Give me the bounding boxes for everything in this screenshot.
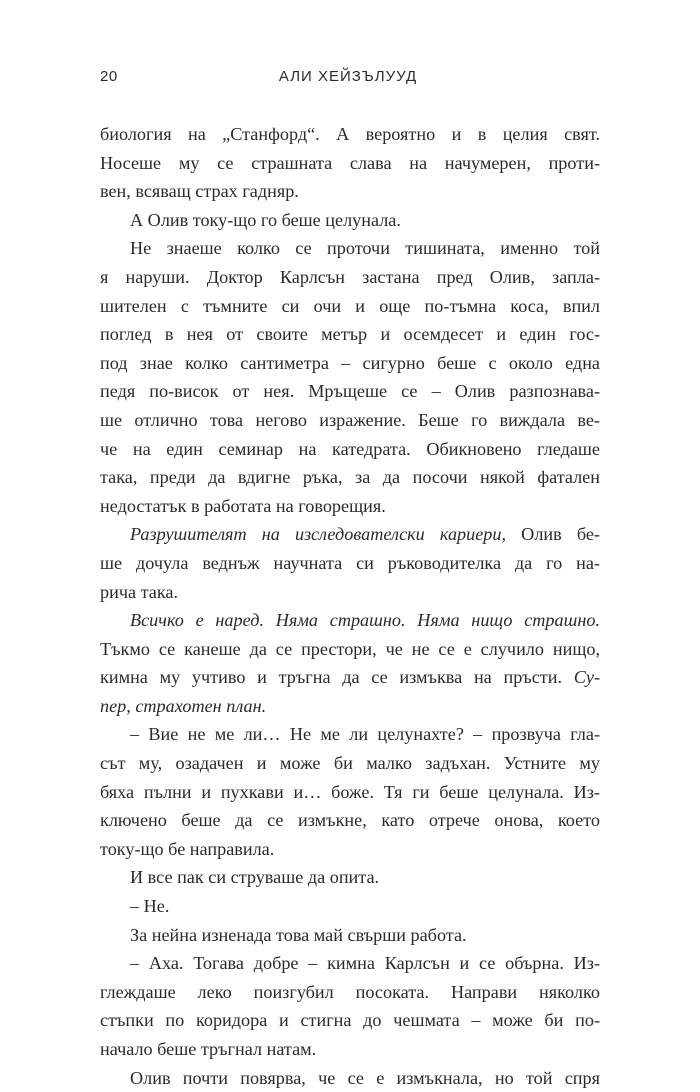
text-line: начало беше тръгнал натам.: [100, 1039, 317, 1059]
page-number: 20: [100, 68, 118, 85]
italic-text: Всичко е наред. Няма страшно. Няма нищо страшно.: [130, 610, 600, 631]
text-line: За нейна изненада това май свърши работа.: [130, 924, 467, 945]
text-line: Олив почти повярва, че се е измъкнала, но той спря: [130, 1067, 600, 1088]
text-line: недостатък в работата на говорещия.: [100, 495, 386, 516]
text-line: Тъкмо се канеше да се престори, че не се е случило нищо,: [100, 638, 600, 659]
text-line: А Олив току-що го беше целунала.: [130, 209, 401, 230]
italic-text: пер, страхотен план.: [100, 695, 267, 716]
regular-text: кимна му учтиво и тръгна да се измъква на пръсти.: [100, 667, 574, 688]
text-line: – Аха. Тогава добре – кимна Карлсън и се обърна. Из-: [130, 953, 600, 974]
text-line: И все пак си струваше да опита.: [130, 867, 380, 888]
text-line: [100, 663, 600, 692]
text-line: педя по-висок от нея. Мръщеше се – Олив разпознава-: [100, 381, 600, 402]
text-line: под знае колко сантиметра – сигурно беше с около една: [100, 352, 600, 373]
text-line: Носеше му се страшната слава на начумерен, проти-: [100, 152, 600, 173]
text-line: стъпки по коридора и стигна до чешмата – може би по-: [100, 1010, 600, 1031]
running-head: [100, 68, 596, 88]
text-line: шителен с тъмните си очи и още по-тъмна коса, впил: [100, 295, 600, 316]
text-line: че на един семинар на катедрата. Обикновено гледаше: [100, 438, 600, 459]
text-line: поглед в нея от своите метър и осемдесет и един гос-: [100, 324, 600, 345]
text-line: бяха пълни и пухкави и… боже. Тя ги беше целунала. Из-: [100, 781, 600, 802]
text-line: Не знаеше колко се проточи тишината, именно той: [130, 238, 600, 259]
text-line: – Не.: [130, 896, 170, 917]
text-line: рича така.: [100, 581, 179, 602]
text-line: я наруши. Доктор Карлсън застана пред Олив, запла-: [100, 266, 600, 287]
text-line: [100, 606, 600, 635]
text-line: глеждаше леко поизгубил посоката. Направи няколко: [100, 981, 600, 1002]
text-line: ключено беше да се измъкне, като отрече онова, което: [100, 810, 600, 831]
text-line: ше дочула веднъж научната си ръководителка да го на-: [100, 552, 600, 573]
italic-text: Су-: [573, 667, 600, 688]
regular-text: Олив бе-: [506, 524, 600, 545]
text-line: биология на „Станфорд“. А вероятно и в целия свят.: [100, 124, 600, 144]
text-line: [100, 692, 600, 721]
italic-text: Разрушителят на изследователски кариери,: [130, 524, 507, 545]
text-line: [100, 520, 600, 549]
text-line: – Вие не ме ли… Не ме ли целунахте? – прозвуча гла-: [130, 724, 600, 745]
book-author: АЛИ ХЕЙЗЪЛУУД: [278, 68, 418, 85]
text-line: току-що бе направила.: [100, 838, 275, 859]
body-text: [100, 120, 600, 1092]
text-line: вен, всяващ страх гадняр.: [100, 181, 299, 202]
text-line: така, преди да вдигне ръка, за да посочи някой фатален: [100, 467, 600, 488]
text-line: сът му, озадачен и може би малко задъхан. Устните му: [100, 753, 600, 774]
text-line: ше отлично това негово изражение. Беше го виждала ве-: [100, 409, 600, 430]
